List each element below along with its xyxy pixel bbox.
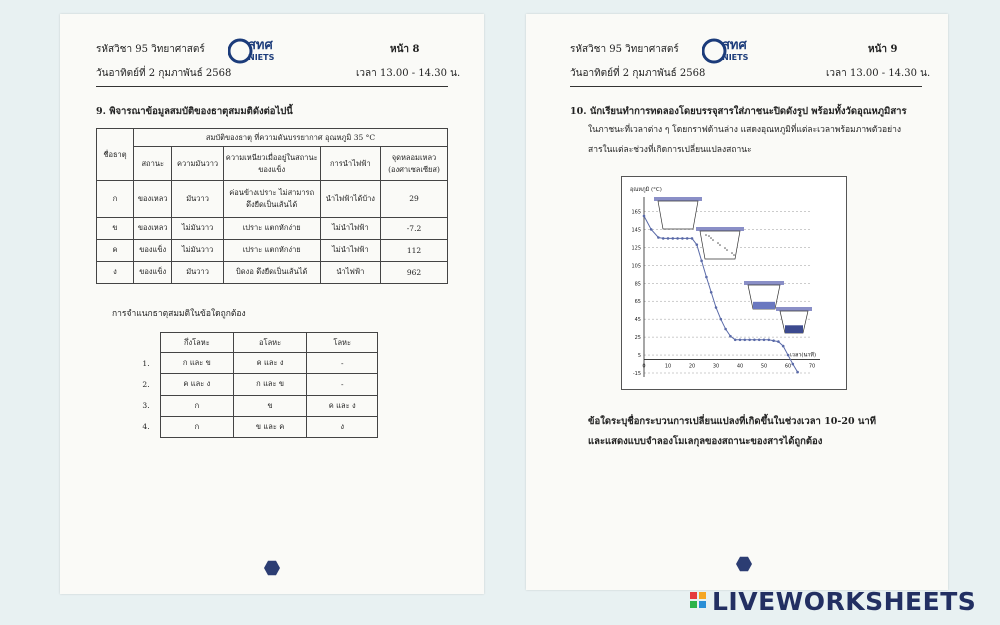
data-point <box>720 318 723 321</box>
cell: ง <box>307 416 378 437</box>
table-row <box>97 217 448 239</box>
cell: ข และ ค <box>233 416 307 437</box>
cell: 962 <box>381 261 448 283</box>
cell: ค และ ง <box>307 395 378 416</box>
liveworksheets-brand: LIVEWORKSHEETS <box>712 587 977 616</box>
data-point <box>753 339 756 342</box>
y-tick-label: 5 <box>637 353 641 360</box>
col-header: ความเหนียวเมื่ออยู่ในสถานะของแข็ง <box>223 147 320 181</box>
cell: 112 <box>381 239 448 261</box>
data-point <box>748 339 751 342</box>
answer-option-4[interactable] <box>132 416 378 437</box>
properties-table <box>96 128 448 284</box>
header-rule <box>96 86 448 87</box>
exam-page-9 <box>526 14 948 590</box>
time-label: เวลา 13.00 - 14.30 น. <box>356 68 461 79</box>
cell: - <box>307 374 378 395</box>
data-point <box>715 306 718 309</box>
data-point <box>729 335 732 338</box>
header-rule <box>570 86 922 87</box>
cell: ค และ ง <box>161 374 234 395</box>
beaker-illustration <box>776 307 812 333</box>
y-tick-label: 145 <box>631 227 641 234</box>
cell: ก <box>161 395 234 416</box>
date-label: วันอาทิตย์ที่ 2 กุมภาพันธ์ 2568 <box>570 68 706 79</box>
beaker-illustration <box>744 281 784 309</box>
data-point <box>696 243 699 246</box>
group-header: สมบัติของธาตุ ที่ความดันบรรยากาศ อุณหภูมิ 35 °C <box>134 129 448 147</box>
cell: 29 <box>381 181 448 217</box>
cell: ของเหลว <box>134 181 172 217</box>
cell: - <box>307 353 378 374</box>
x-tick-label: 50 <box>760 363 768 370</box>
y-tick-label: 45 <box>634 317 641 324</box>
page-number: หน้า 8 <box>390 44 420 55</box>
cell: ค <box>97 239 134 261</box>
data-point <box>667 237 670 240</box>
svg-text:NIETS: NIETS <box>722 53 749 62</box>
cell: ไม่นำไฟฟ้า <box>320 239 380 261</box>
question-10-footer1: ข้อใดระบุชื่อกระบวนการเปลี่ยนแปลงที่เกิดขึ้นในช่วงเวลา 10-20 นาที <box>588 416 876 427</box>
cell: ของแข็ง <box>134 239 172 261</box>
y-tick-label: 65 <box>634 299 641 306</box>
question-10-footer2: และแสดงแบบจำลองโมเลกุลของสถานะของสารได้ถูกต้อง <box>588 436 823 447</box>
page-marker-icon <box>736 556 752 572</box>
data-point <box>657 236 660 239</box>
y-tick-label: -15 <box>632 371 641 377</box>
col-header: สถานะ <box>134 147 172 181</box>
col-header: การนำไฟฟ้า <box>320 147 380 181</box>
beaker-illustration <box>654 197 702 229</box>
data-point <box>782 345 785 348</box>
x-tick-label: 10 <box>664 363 672 370</box>
y-tick-label: 25 <box>634 335 641 342</box>
data-point <box>650 228 653 231</box>
x-tick-label: 60 <box>784 363 792 370</box>
data-point <box>787 354 790 357</box>
cell: ก และ ข <box>233 374 307 395</box>
svg-text:สทศ: สทศ <box>248 38 273 53</box>
cell: ไม่มันวาว <box>172 217 223 239</box>
answer-option-3[interactable] <box>132 395 378 416</box>
liveworksheets-logo-icon <box>690 592 706 608</box>
cell: นำไฟฟ้าได้บ้าง <box>320 181 380 217</box>
data-point <box>691 237 694 240</box>
cell: ข <box>97 217 134 239</box>
question-10-line2: ในภาชนะที่เวลาต่าง ๆ โดยกราฟด้านล่าง แสดงอุณหภูมิที่แต่ละเวลาพร้อมภาพตัวอย่าง <box>588 125 901 135</box>
page-marker-icon <box>264 560 280 576</box>
x-tick-label: 20 <box>688 363 696 370</box>
x-axis-label: เวลา(นาที) <box>790 352 817 359</box>
cell: ก <box>161 416 234 437</box>
y-tick-label: 125 <box>631 245 641 252</box>
y-tick-label: 105 <box>631 263 641 270</box>
cell: ค่อนข้างเปราะ ไม่สามารถดึงยืดเป็นเส้นได้ <box>223 181 320 217</box>
x-tick-label: 40 <box>736 363 744 370</box>
data-point <box>686 237 689 240</box>
option-number: 2. <box>142 379 150 389</box>
data-point <box>758 339 761 342</box>
answer-table <box>132 332 378 438</box>
cell: ไม่นำไฟฟ้า <box>320 217 380 239</box>
svg-text:NIETS: NIETS <box>248 53 275 62</box>
col-header: กึ่งโลหะ <box>161 333 234 353</box>
cell: ก <box>97 181 134 217</box>
y-axis-label: อุณหภูมิ (°C) <box>630 187 662 193</box>
data-point <box>724 328 727 331</box>
svg-text:สทศ: สทศ <box>722 38 747 53</box>
x-tick-label: 70 <box>808 363 816 370</box>
data-point <box>643 215 646 218</box>
data-point <box>772 339 775 342</box>
data-point <box>700 260 703 263</box>
cell: ข <box>233 395 307 416</box>
x-tick-label: 30 <box>712 363 720 370</box>
subject-label: รหัสวิชา 95 วิทยาศาสตร์ <box>570 44 679 55</box>
data-point <box>763 339 766 342</box>
data-point <box>792 363 795 366</box>
option-number: 4. <box>142 422 150 432</box>
col-header: จุดหลอมเหลว (องศาเซลเซียส) <box>381 147 448 181</box>
table-row <box>97 181 448 217</box>
cell: ก และ ข <box>161 353 234 374</box>
question-10-line3: สารในแต่ละช่วงที่เกิดการเปลี่ยนแปลงสถานะ <box>588 145 752 155</box>
date-label: วันอาทิตย์ที่ 2 กุมภาพันธ์ 2568 <box>96 68 232 79</box>
blank-cell <box>132 333 161 353</box>
option-number: 1. <box>142 358 150 368</box>
question-10-line1: 10. นักเรียนทำการทดลองโดยบรรจุสารใส่ภาชนะปิดดังรูป พร้อมทั้งวัดอุณหภูมิสาร <box>570 106 907 117</box>
data-point <box>672 237 675 240</box>
data-point <box>676 237 679 240</box>
cell: เปราะ แตกหักง่าย <box>223 217 320 239</box>
time-label: เวลา 13.00 - 14.30 น. <box>826 68 931 79</box>
cell: ของแข็ง <box>134 261 172 283</box>
cell: มันวาว <box>172 181 223 217</box>
cell: ไม่มันวาว <box>172 239 223 261</box>
data-point <box>705 276 708 279</box>
cell: ง <box>97 261 134 283</box>
temperature-chart <box>621 176 847 390</box>
x-tick-label: 0 <box>642 363 646 370</box>
cell: ของเหลว <box>134 217 172 239</box>
cell: มันวาว <box>172 261 223 283</box>
table-row <box>97 261 448 283</box>
question-9: 9. พิจารณาข้อมูลสมบัติของธาตุสมมติดังต่อไปนี้ <box>96 106 293 117</box>
data-point <box>739 339 742 342</box>
table-row <box>97 239 448 261</box>
data-point <box>710 291 713 294</box>
data-point <box>796 371 799 374</box>
data-point <box>744 339 747 342</box>
data-point <box>734 339 737 342</box>
option-number: 3. <box>142 401 150 411</box>
beaker-illustration <box>696 227 744 259</box>
answer-option-1[interactable] <box>132 353 378 374</box>
data-point <box>681 237 684 240</box>
cell: ค และ ง <box>233 353 307 374</box>
y-tick-label: 165 <box>631 209 641 216</box>
col-header: โลหะ <box>307 333 378 353</box>
cell: นำไฟฟ้า <box>320 261 380 283</box>
answer-option-2[interactable] <box>132 374 378 395</box>
y-tick-label: 85 <box>634 281 641 288</box>
niets-logo <box>702 36 780 66</box>
cell: บิดงอ ดึงยืดเป็นเส้นได้ <box>223 261 320 283</box>
exam-page-8 <box>60 14 484 594</box>
col-header: ความมันวาว <box>172 147 223 181</box>
cell: เปราะ แตกหักง่าย <box>223 239 320 261</box>
data-point <box>768 339 771 342</box>
data-point <box>662 237 665 240</box>
col-header: อโลหะ <box>233 333 307 353</box>
question-prompt: การจำแนกธาตุสมมติในข้อใดถูกต้อง <box>112 309 246 319</box>
subject-label: รหัสวิชา 95 วิทยาศาสตร์ <box>96 44 205 55</box>
chart-svg <box>622 177 846 389</box>
data-point <box>777 340 780 343</box>
col-element-header: ชื่อธาตุ <box>97 129 134 181</box>
niets-logo <box>228 36 306 66</box>
cell: -7.2 <box>381 217 448 239</box>
page-number: หน้า 9 <box>868 44 898 55</box>
